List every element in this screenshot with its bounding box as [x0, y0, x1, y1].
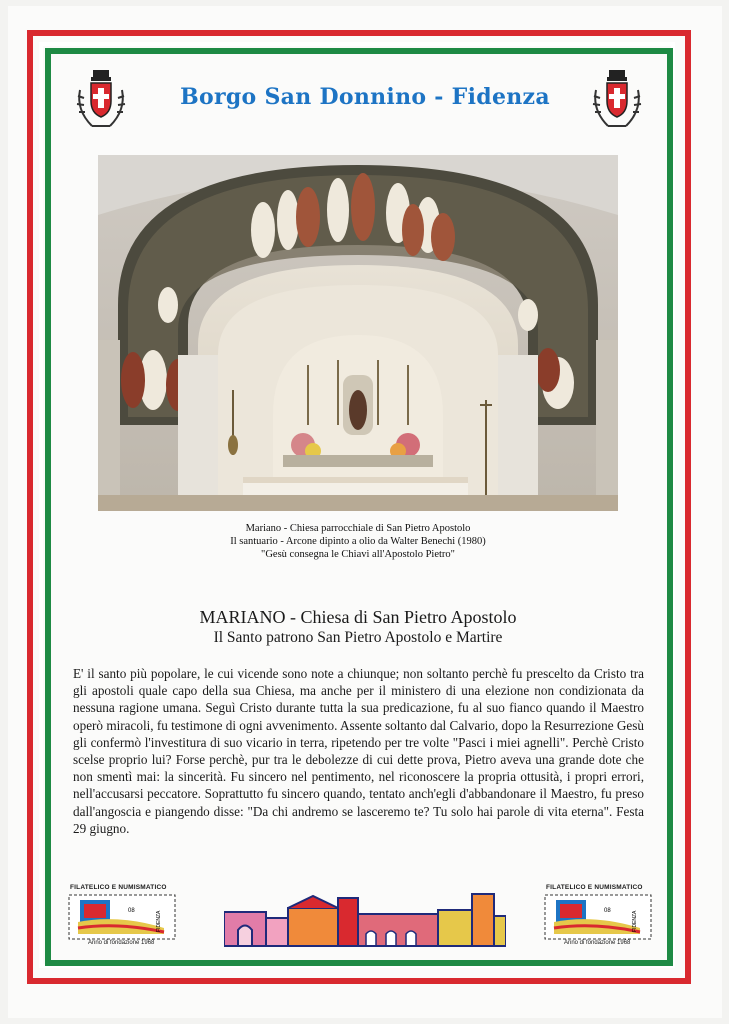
stamp-footer: Anno di fondazione 1968	[564, 940, 631, 946]
stamp-footer: Anno di fondazione 1968	[88, 940, 155, 946]
svg-text:FIDENZA: FIDENZA	[632, 910, 638, 932]
fidenza-skyline-icon	[224, 890, 506, 948]
page-title: Borgo San Donnino - Fidenza	[180, 84, 550, 110]
article-subheading: Il Santo patrono San Pietro Apostolo e Martire	[213, 629, 503, 646]
city-crest-icon	[72, 68, 130, 140]
stamp-header: FILATELICO E NUMISMATICO	[546, 884, 643, 891]
article-body: E' il santo più popolare, le cui vicende sono note a chiunque; non soltanto perchè fu prescelto da Cristo tra gli apostoli quale capo della sua Chiesa, ma anche per il ministero di una elezione non condizionata da nessuna ragione umana. Seguì Cristo durante tutta la sua predicazione, fu al suo fianco quando il Maestro operò miracoli, fu testimone di ogni avvenimento. Assente soltanto dal Calvario, dopo la Resurrezione Gesù gli confermò l'investitura di suo vicario in terra, ripetendo per tre volte "Pasci i miei agnelli". Perchè Cristo scelse proprio lui? Forse perchè, pur tra le debolezze di cui dette prova, Pietro aveva una grande dote che non smentì mai: la sincerità. Fu sincero nel pentimento, nel riconoscere la propria ottusità, i propri errori, nell'accusarsi peccatore. Soprattutto fu sincero quando, tentato anch'egli d'abbandonare il Maestro, fu preso dall'angoscia e piangendo disse: "Da chi andremo se lasceremo te? Tu solo hai parole di vita eterna". Festa 29 giugno.	[73, 666, 644, 836]
stamp-icon	[68, 894, 176, 940]
svg-text:08: 08	[128, 908, 135, 914]
caption-line-1: Mariano - Chiesa parrocchiale di San Pietro Apostolo	[245, 523, 471, 534]
city-crest-icon	[588, 68, 646, 140]
philatelic-stamp-left	[66, 884, 178, 946]
caption-line-3: "Gesù consegna le Chiavi all'Apostolo Pietro"	[261, 549, 455, 560]
caption-line-2: Il santuario - Arcone dipinto a olio da Walter Benechi (1980)	[230, 536, 486, 547]
stamp-header: FILATELICO E NUMISMATICO	[70, 884, 167, 891]
svg-text:FIDENZA: FIDENZA	[156, 910, 162, 932]
svg-text:08: 08	[604, 908, 611, 914]
photo-caption	[120, 522, 596, 561]
church-apse-fresco-image	[98, 155, 618, 511]
article-heading: MARIANO - Chiesa di San Pietro Apostolo	[199, 607, 517, 627]
philatelic-stamp-right	[542, 884, 654, 946]
stamp-icon	[544, 894, 652, 940]
